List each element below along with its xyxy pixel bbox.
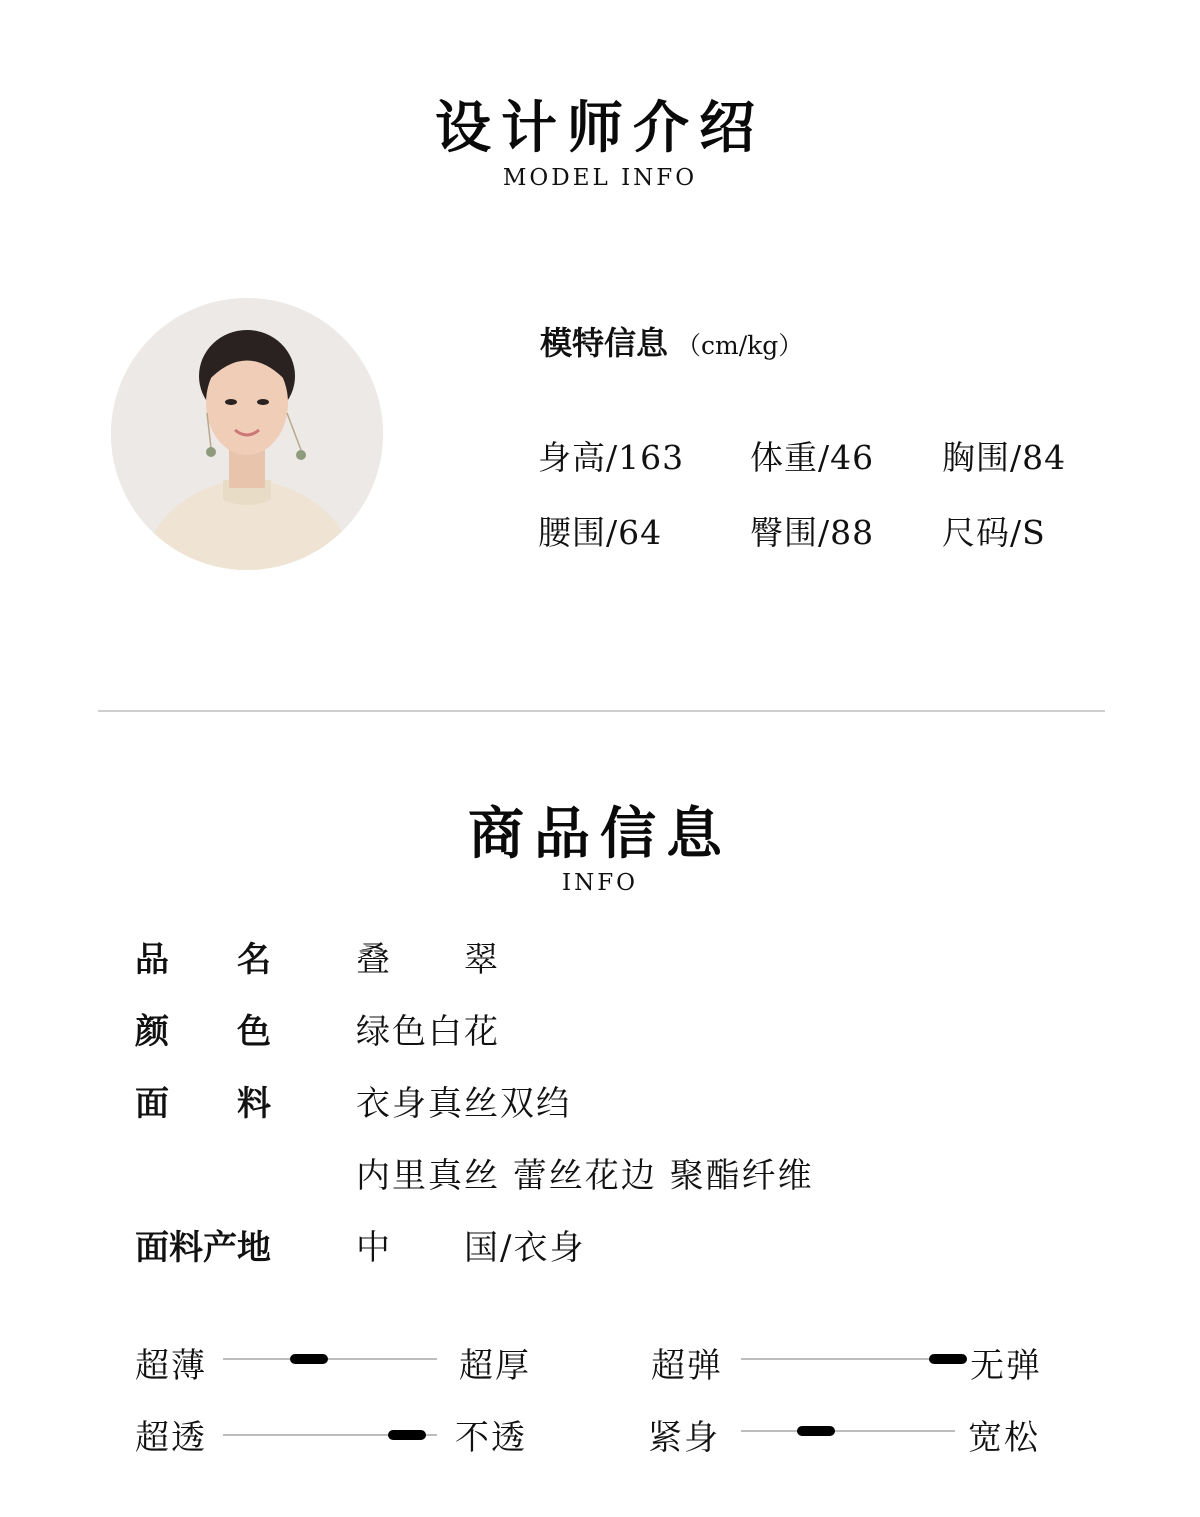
- product-origin-value: 中 国/衣身: [356, 1228, 586, 1268]
- product-color-value: 绿色白花: [356, 1012, 500, 1052]
- model-portrait-illustration: [111, 298, 383, 570]
- model-avatar: [111, 298, 383, 570]
- stat-hips: 臀围/88: [750, 513, 875, 552]
- product-fabric-value: 衣身真丝双绉: [356, 1084, 572, 1124]
- attr-opacity-knob: [388, 1430, 426, 1440]
- attr-sheer-label: 超透: [135, 1418, 207, 1458]
- product-origin-label: 面料产地: [135, 1228, 271, 1268]
- product-name-label: 品 名: [135, 940, 271, 980]
- model-info-heading: 模特信息: [540, 324, 669, 362]
- product-title: 商品信息: [468, 801, 732, 867]
- attr-stretch-label: 超弹: [651, 1346, 723, 1386]
- attr-thickness-track: [223, 1358, 437, 1360]
- stat-waist: 腰围/64: [538, 513, 663, 552]
- attr-opaque-label: 不透: [455, 1418, 527, 1458]
- section-divider: [98, 710, 1105, 712]
- model-info-title: [540, 318, 803, 364]
- attr-fit-knob: [797, 1426, 835, 1436]
- attr-nostretch-label: 无弹: [970, 1346, 1042, 1386]
- attr-loose-label: 宽松: [968, 1418, 1040, 1458]
- product-lining-value: 内里真丝 蕾丝花边 聚酯纤维: [356, 1156, 814, 1196]
- product-fabric-label: 面 料: [135, 1084, 271, 1124]
- attr-fit-track: [741, 1430, 955, 1432]
- stat-bust: 胸围/84: [942, 438, 1067, 477]
- attr-elasticity-knob: [929, 1354, 967, 1364]
- stat-size: 尺码/S: [942, 513, 1046, 552]
- attr-tight-label: 紧身: [648, 1418, 720, 1458]
- model-info-unit: （cm/kg）: [676, 331, 804, 360]
- stat-weight: 体重/46: [750, 438, 875, 477]
- stat-height: 身高/163: [538, 438, 685, 477]
- attr-thick-label: 超厚: [459, 1346, 531, 1386]
- product-name-value: 叠 翠: [356, 940, 500, 980]
- designer-title: 设计师介绍: [435, 95, 765, 161]
- attr-thickness-knob: [290, 1354, 328, 1364]
- product-subtitle: INFO: [561, 870, 639, 896]
- designer-subtitle: MODEL INFO: [502, 165, 698, 191]
- product-color-label: 颜 色: [135, 1012, 271, 1052]
- attr-thin-label: 超薄: [135, 1346, 207, 1386]
